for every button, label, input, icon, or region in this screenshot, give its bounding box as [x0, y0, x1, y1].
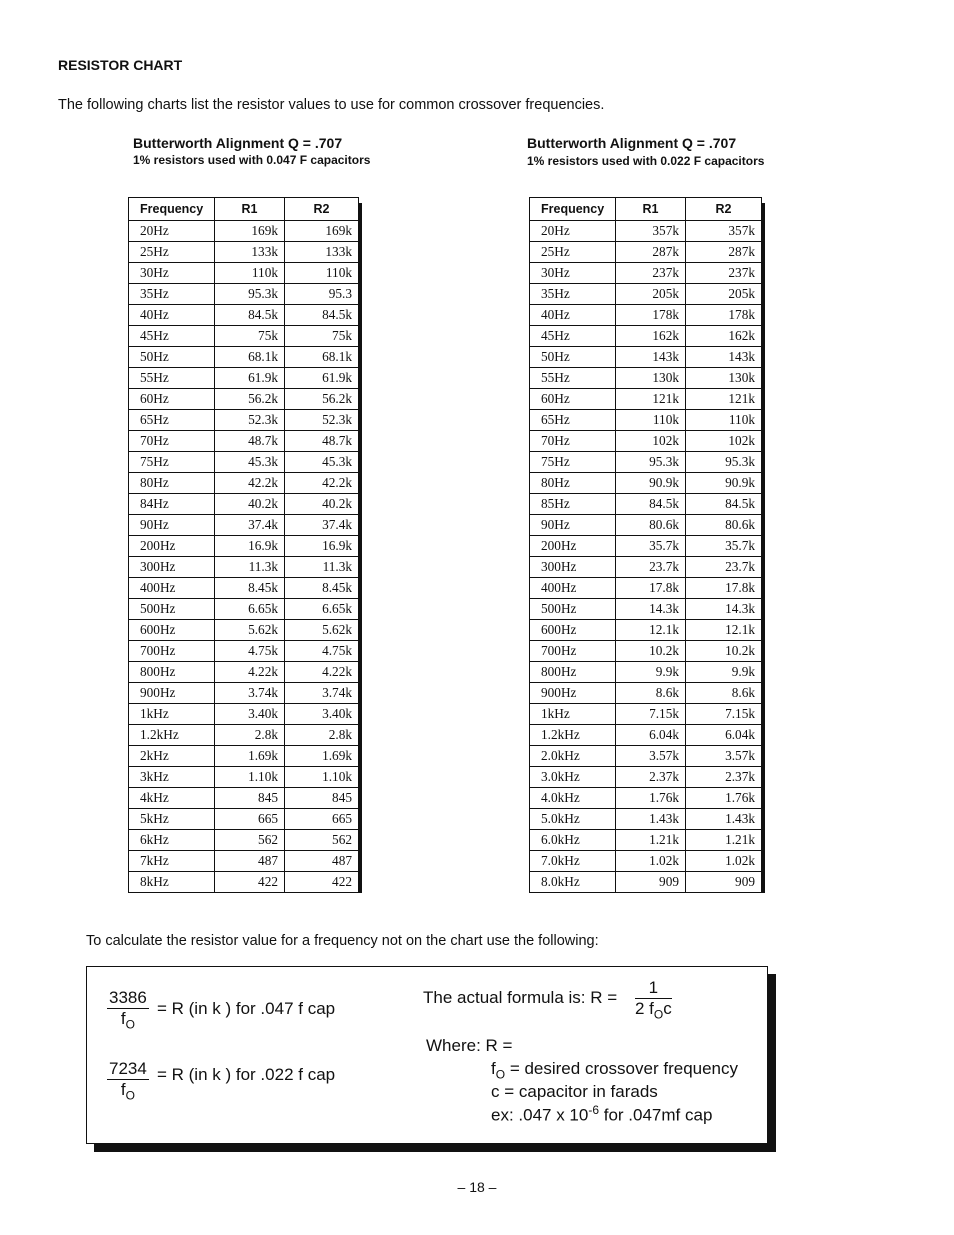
column-header: Frequency	[530, 198, 616, 221]
table-row	[129, 389, 359, 410]
r1-cell: 2.37k	[616, 767, 686, 788]
r1-cell: 95.3k	[616, 452, 686, 473]
table-row	[530, 473, 762, 494]
r1-cell: 56.2k	[215, 389, 285, 410]
r2-cell: 1.43k	[686, 809, 762, 830]
where-label: Where: R =	[426, 1036, 513, 1055]
r2-cell: 562	[285, 830, 359, 851]
table-row	[530, 809, 762, 830]
table-row	[530, 704, 762, 725]
frequency-cell: 1.2kHz	[129, 725, 215, 746]
frequency-cell: 900Hz	[129, 683, 215, 704]
r1-cell: 422	[215, 872, 285, 893]
table-row	[129, 494, 359, 515]
r1-cell: 84.5k	[616, 494, 686, 515]
table-row	[129, 347, 359, 368]
table-row	[129, 872, 359, 893]
table-row	[129, 704, 359, 725]
r1-cell: 75k	[215, 326, 285, 347]
where-capacitor: c = capacitor in farads	[491, 1082, 658, 1101]
table-row	[129, 683, 359, 704]
r2-cell: 102k	[686, 431, 762, 452]
r2-cell: 2.8k	[285, 725, 359, 746]
formula-047-numerator: 3386	[109, 988, 147, 1007]
frequency-cell: 45Hz	[530, 326, 616, 347]
frequency-cell: 800Hz	[530, 662, 616, 683]
r1-cell: 2.8k	[215, 725, 285, 746]
table-row	[129, 725, 359, 746]
frequency-cell: 60Hz	[530, 389, 616, 410]
table-row	[530, 872, 762, 893]
r2-cell: 1.10k	[285, 767, 359, 788]
r2-cell: 487	[285, 851, 359, 872]
frequency-cell: 700Hz	[129, 641, 215, 662]
r1-cell: 4.22k	[215, 662, 285, 683]
r1-cell: 11.3k	[215, 557, 285, 578]
table-row	[530, 851, 762, 872]
table-row	[530, 830, 762, 851]
frequency-cell: 6.0kHz	[530, 830, 616, 851]
r2-cell: 205k	[686, 284, 762, 305]
r1-cell: 6.65k	[215, 599, 285, 620]
r2-cell: 1.21k	[686, 830, 762, 851]
r2-cell: 48.7k	[285, 431, 359, 452]
r1-cell: 17.8k	[616, 578, 686, 599]
r1-cell: 102k	[616, 431, 686, 452]
r1-cell: 61.9k	[215, 368, 285, 389]
r1-cell: 45.3k	[215, 452, 285, 473]
r2-cell: 169k	[285, 221, 359, 242]
r2-cell: 2.37k	[686, 767, 762, 788]
r2-cell: 84.5k	[285, 305, 359, 326]
table-row	[129, 452, 359, 473]
r2-cell: 237k	[686, 263, 762, 284]
table-row	[530, 284, 762, 305]
page-title: RESISTOR CHART	[58, 57, 183, 73]
r2-cell: 8.45k	[285, 578, 359, 599]
frequency-cell: 55Hz	[129, 368, 215, 389]
frequency-cell: 1.2kHz	[530, 725, 616, 746]
r2-cell: 17.8k	[686, 578, 762, 599]
r1-cell: 14.3k	[616, 599, 686, 620]
table-row	[129, 809, 359, 830]
frequency-cell: 1kHz	[129, 704, 215, 725]
r1-cell: 121k	[616, 389, 686, 410]
r1-cell: 1.76k	[616, 788, 686, 809]
column-header: R1	[215, 198, 285, 221]
r2-cell: 1.02k	[686, 851, 762, 872]
r1-cell: 845	[215, 788, 285, 809]
r1-cell: 3.40k	[215, 704, 285, 725]
r1-cell: 3.57k	[616, 746, 686, 767]
r1-cell: 8.45k	[215, 578, 285, 599]
r2-cell: 3.40k	[285, 704, 359, 725]
r1-cell: 8.6k	[616, 683, 686, 704]
r2-cell: 10.2k	[686, 641, 762, 662]
table-row	[129, 557, 359, 578]
r1-cell: 1.43k	[616, 809, 686, 830]
table-row	[530, 746, 762, 767]
r2-cell: 4.22k	[285, 662, 359, 683]
r1-cell: 162k	[616, 326, 686, 347]
r2-cell: 422	[285, 872, 359, 893]
r1-cell: 562	[215, 830, 285, 851]
r2-cell: 665	[285, 809, 359, 830]
table-row	[129, 431, 359, 452]
table-row	[530, 221, 762, 242]
r2-cell: 40.2k	[285, 494, 359, 515]
frequency-cell: 500Hz	[530, 599, 616, 620]
frequency-cell: 300Hz	[129, 557, 215, 578]
r2-cell: 16.9k	[285, 536, 359, 557]
formula-022-denominator: $f_O$	[120, 1080, 135, 1103]
r2-cell: 162k	[686, 326, 762, 347]
table-row	[530, 347, 762, 368]
table-row	[530, 620, 762, 641]
table-row	[129, 263, 359, 284]
table-row	[129, 410, 359, 431]
r1-cell: 3.74k	[215, 683, 285, 704]
where-frequency: $f_O$ = desired crossover frequency	[491, 1059, 739, 1082]
column-header: R2	[686, 198, 762, 221]
frequency-cell: 400Hz	[129, 578, 215, 599]
frequency-cell: 70Hz	[129, 431, 215, 452]
frequency-cell: 30Hz	[129, 263, 215, 284]
table-row	[530, 305, 762, 326]
table-row	[129, 368, 359, 389]
formula-022-text: = R (in k ) for .022 f cap	[157, 1065, 336, 1084]
r2-cell: 52.3k	[285, 410, 359, 431]
frequency-cell: 4.0kHz	[530, 788, 616, 809]
frequency-cell: 6kHz	[129, 830, 215, 851]
frequency-cell: 900Hz	[530, 683, 616, 704]
r2-cell: 11.3k	[285, 557, 359, 578]
table-row	[129, 305, 359, 326]
table-row	[530, 242, 762, 263]
table-row	[530, 326, 762, 347]
table-row	[530, 410, 762, 431]
r1-cell: 110k	[616, 410, 686, 431]
table-row	[530, 662, 762, 683]
frequency-cell: 75Hz	[129, 452, 215, 473]
r2-cell: 8.6k	[686, 683, 762, 704]
r2-cell: 143k	[686, 347, 762, 368]
frequency-cell: 2.0kHz	[530, 746, 616, 767]
formula-047-text: = R (in k ) for .047 f cap	[157, 999, 336, 1018]
r1-cell: 42.2k	[215, 473, 285, 494]
table-row	[530, 788, 762, 809]
r2-cell: 37.4k	[285, 515, 359, 536]
frequency-cell: 84Hz	[129, 494, 215, 515]
table-2-heading: Butterworth Alignment Q = .707	[527, 135, 737, 151]
r2-cell: 1.69k	[285, 746, 359, 767]
frequency-cell: 20Hz	[129, 221, 215, 242]
r2-cell: 42.2k	[285, 473, 359, 494]
r2-cell: 14.3k	[686, 599, 762, 620]
r2-cell: 9.9k	[686, 662, 762, 683]
frequency-cell: 600Hz	[129, 620, 215, 641]
r2-cell: 130k	[686, 368, 762, 389]
r1-cell: 68.1k	[215, 347, 285, 368]
table-row	[129, 599, 359, 620]
frequency-cell: 5.0kHz	[530, 809, 616, 830]
r2-cell: 84.5k	[686, 494, 762, 515]
table-row	[129, 767, 359, 788]
actual-formula-label: The actual formula is: R =	[423, 988, 618, 1007]
table-row	[530, 431, 762, 452]
r2-cell: 110k	[285, 263, 359, 284]
frequency-cell: 5kHz	[129, 809, 215, 830]
r2-cell: 80.6k	[686, 515, 762, 536]
formula-box	[86, 966, 768, 1144]
r1-cell: 4.75k	[215, 641, 285, 662]
r1-cell: 1.10k	[215, 767, 285, 788]
frequency-cell: 2kHz	[129, 746, 215, 767]
r1-cell: 143k	[616, 347, 686, 368]
frequency-cell: 85Hz	[530, 494, 616, 515]
table-1-heading: Butterworth Alignment Q = .707	[133, 135, 343, 151]
r1-cell: 9.9k	[616, 662, 686, 683]
frequency-cell: 3kHz	[129, 767, 215, 788]
intro-text: The following charts list the resistor values to use for common crossover frequencies.	[58, 97, 605, 113]
frequency-cell: 7.0kHz	[530, 851, 616, 872]
table-row	[530, 725, 762, 746]
frequency-cell: 1kHz	[530, 704, 616, 725]
actual-formula-denominator: 2 $f_Oc$	[635, 999, 672, 1022]
r2-cell: 90.9k	[686, 473, 762, 494]
resistor-table-047-grid	[128, 197, 359, 893]
r1-cell: 5.62k	[215, 620, 285, 641]
r2-cell: 5.62k	[285, 620, 359, 641]
formula-047-denominator: $f_O$	[120, 1009, 135, 1032]
r2-cell: 3.74k	[285, 683, 359, 704]
table-row	[129, 326, 359, 347]
r1-cell: 909	[616, 872, 686, 893]
table-row	[530, 578, 762, 599]
frequency-cell: 40Hz	[530, 305, 616, 326]
table-header-row	[530, 198, 762, 221]
r1-cell: 110k	[215, 263, 285, 284]
r2-cell: 12.1k	[686, 620, 762, 641]
column-header: Frequency	[129, 198, 215, 221]
r2-cell: 133k	[285, 242, 359, 263]
r1-cell: 48.7k	[215, 431, 285, 452]
table-row	[530, 452, 762, 473]
r2-cell: 287k	[686, 242, 762, 263]
table-row	[530, 494, 762, 515]
frequency-cell: 90Hz	[530, 515, 616, 536]
frequency-cell: 35Hz	[129, 284, 215, 305]
table-row	[129, 851, 359, 872]
r2-cell: 1.76k	[686, 788, 762, 809]
r2-cell: 75k	[285, 326, 359, 347]
r1-cell: 84.5k	[215, 305, 285, 326]
r2-cell: 3.57k	[686, 746, 762, 767]
where-example: ex: .047 x $10^{-6}$ for .047mf cap	[491, 1103, 713, 1125]
table-row	[129, 536, 359, 557]
frequency-cell: 80Hz	[129, 473, 215, 494]
resistor-table-022-grid	[529, 197, 762, 893]
r1-cell: 90.9k	[616, 473, 686, 494]
frequency-cell: 25Hz	[129, 242, 215, 263]
table-row	[530, 368, 762, 389]
table-row	[129, 830, 359, 851]
frequency-cell: 700Hz	[530, 641, 616, 662]
r2-cell: 35.7k	[686, 536, 762, 557]
r1-cell: 7.15k	[616, 704, 686, 725]
r2-cell: 845	[285, 788, 359, 809]
table-2-subheading: 1% resistors used with 0.022 F capacitors	[527, 154, 765, 168]
r1-cell: 40.2k	[215, 494, 285, 515]
table-row	[129, 578, 359, 599]
table-row	[530, 641, 762, 662]
frequency-cell: 20Hz	[530, 221, 616, 242]
formula-022-numerator: 7234	[109, 1059, 147, 1078]
r1-cell: 357k	[616, 221, 686, 242]
r2-cell: 56.2k	[285, 389, 359, 410]
table-row	[530, 536, 762, 557]
frequency-cell: 400Hz	[530, 578, 616, 599]
frequency-cell: 7kHz	[129, 851, 215, 872]
table-row	[530, 263, 762, 284]
frequency-cell: 65Hz	[530, 410, 616, 431]
r1-cell: 487	[215, 851, 285, 872]
r1-cell: 16.9k	[215, 536, 285, 557]
table-row	[530, 683, 762, 704]
r1-cell: 1.21k	[616, 830, 686, 851]
r1-cell: 12.1k	[616, 620, 686, 641]
r1-cell: 1.02k	[616, 851, 686, 872]
r2-cell: 7.15k	[686, 704, 762, 725]
frequency-cell: 50Hz	[530, 347, 616, 368]
frequency-cell: 35Hz	[530, 284, 616, 305]
column-header: R2	[285, 198, 359, 221]
page-number: – 18 –	[457, 1179, 497, 1195]
frequency-cell: 55Hz	[530, 368, 616, 389]
frequency-cell: 70Hz	[530, 431, 616, 452]
r2-cell: 909	[686, 872, 762, 893]
frequency-cell: 600Hz	[530, 620, 616, 641]
table-1-subheading: 1% resistors used with 0.047 F capacitors	[133, 153, 371, 167]
table-row	[530, 599, 762, 620]
frequency-cell: 90Hz	[129, 515, 215, 536]
table-row	[530, 389, 762, 410]
r2-cell: 45.3k	[285, 452, 359, 473]
frequency-cell: 65Hz	[129, 410, 215, 431]
r2-cell: 110k	[686, 410, 762, 431]
r1-cell: 52.3k	[215, 410, 285, 431]
r1-cell: 35.7k	[616, 536, 686, 557]
table-row	[530, 557, 762, 578]
r1-cell: 37.4k	[215, 515, 285, 536]
frequency-cell: 800Hz	[129, 662, 215, 683]
r1-cell: 80.6k	[616, 515, 686, 536]
r2-cell: 6.04k	[686, 725, 762, 746]
r1-cell: 237k	[616, 263, 686, 284]
r1-cell: 1.69k	[215, 746, 285, 767]
frequency-cell: 500Hz	[129, 599, 215, 620]
r1-cell: 169k	[215, 221, 285, 242]
r1-cell: 178k	[616, 305, 686, 326]
table-row	[129, 641, 359, 662]
table-row	[129, 620, 359, 641]
frequency-cell: 30Hz	[530, 263, 616, 284]
r1-cell: 665	[215, 809, 285, 830]
frequency-cell: 8kHz	[129, 872, 215, 893]
r2-cell: 23.7k	[686, 557, 762, 578]
table-row	[129, 221, 359, 242]
frequency-cell: 25Hz	[530, 242, 616, 263]
r2-cell: 95.3k	[686, 452, 762, 473]
frequency-cell: 75Hz	[530, 452, 616, 473]
formula-047-fraction	[107, 988, 149, 1031]
r2-cell: 178k	[686, 305, 762, 326]
frequency-cell: 300Hz	[530, 557, 616, 578]
r2-cell: 6.65k	[285, 599, 359, 620]
r2-cell: 357k	[686, 221, 762, 242]
actual-formula-fraction	[635, 978, 672, 1021]
frequency-cell: 200Hz	[129, 536, 215, 557]
frequency-cell: 60Hz	[129, 389, 215, 410]
r2-cell: 68.1k	[285, 347, 359, 368]
frequency-cell: 50Hz	[129, 347, 215, 368]
r1-cell: 10.2k	[616, 641, 686, 662]
formula-022-fraction	[107, 1059, 149, 1102]
frequency-cell: 4kHz	[129, 788, 215, 809]
actual-formula-numerator: 1	[635, 978, 672, 999]
table-row	[129, 242, 359, 263]
table-row	[129, 788, 359, 809]
frequency-cell: 45Hz	[129, 326, 215, 347]
table-row	[129, 515, 359, 536]
r1-cell: 23.7k	[616, 557, 686, 578]
table-row	[530, 767, 762, 788]
table-row	[129, 473, 359, 494]
calc-instruction: To calculate the resistor value for a frequency not on the chart use the following:	[86, 933, 599, 949]
r1-cell: 130k	[616, 368, 686, 389]
r1-cell: 133k	[215, 242, 285, 263]
table-row	[129, 284, 359, 305]
frequency-cell: 200Hz	[530, 536, 616, 557]
column-header: R1	[616, 198, 686, 221]
table-header-row	[129, 198, 359, 221]
table-row	[129, 746, 359, 767]
r1-cell: 6.04k	[616, 725, 686, 746]
table-row	[530, 515, 762, 536]
table-row	[129, 662, 359, 683]
frequency-cell: 3.0kHz	[530, 767, 616, 788]
r2-cell: 4.75k	[285, 641, 359, 662]
r1-cell: 95.3k	[215, 284, 285, 305]
frequency-cell: 40Hz	[129, 305, 215, 326]
r1-cell: 287k	[616, 242, 686, 263]
r2-cell: 61.9k	[285, 368, 359, 389]
r2-cell: 121k	[686, 389, 762, 410]
frequency-cell: 8.0kHz	[530, 872, 616, 893]
r1-cell: 205k	[616, 284, 686, 305]
frequency-cell: 80Hz	[530, 473, 616, 494]
r2-cell: 95.3	[285, 284, 359, 305]
